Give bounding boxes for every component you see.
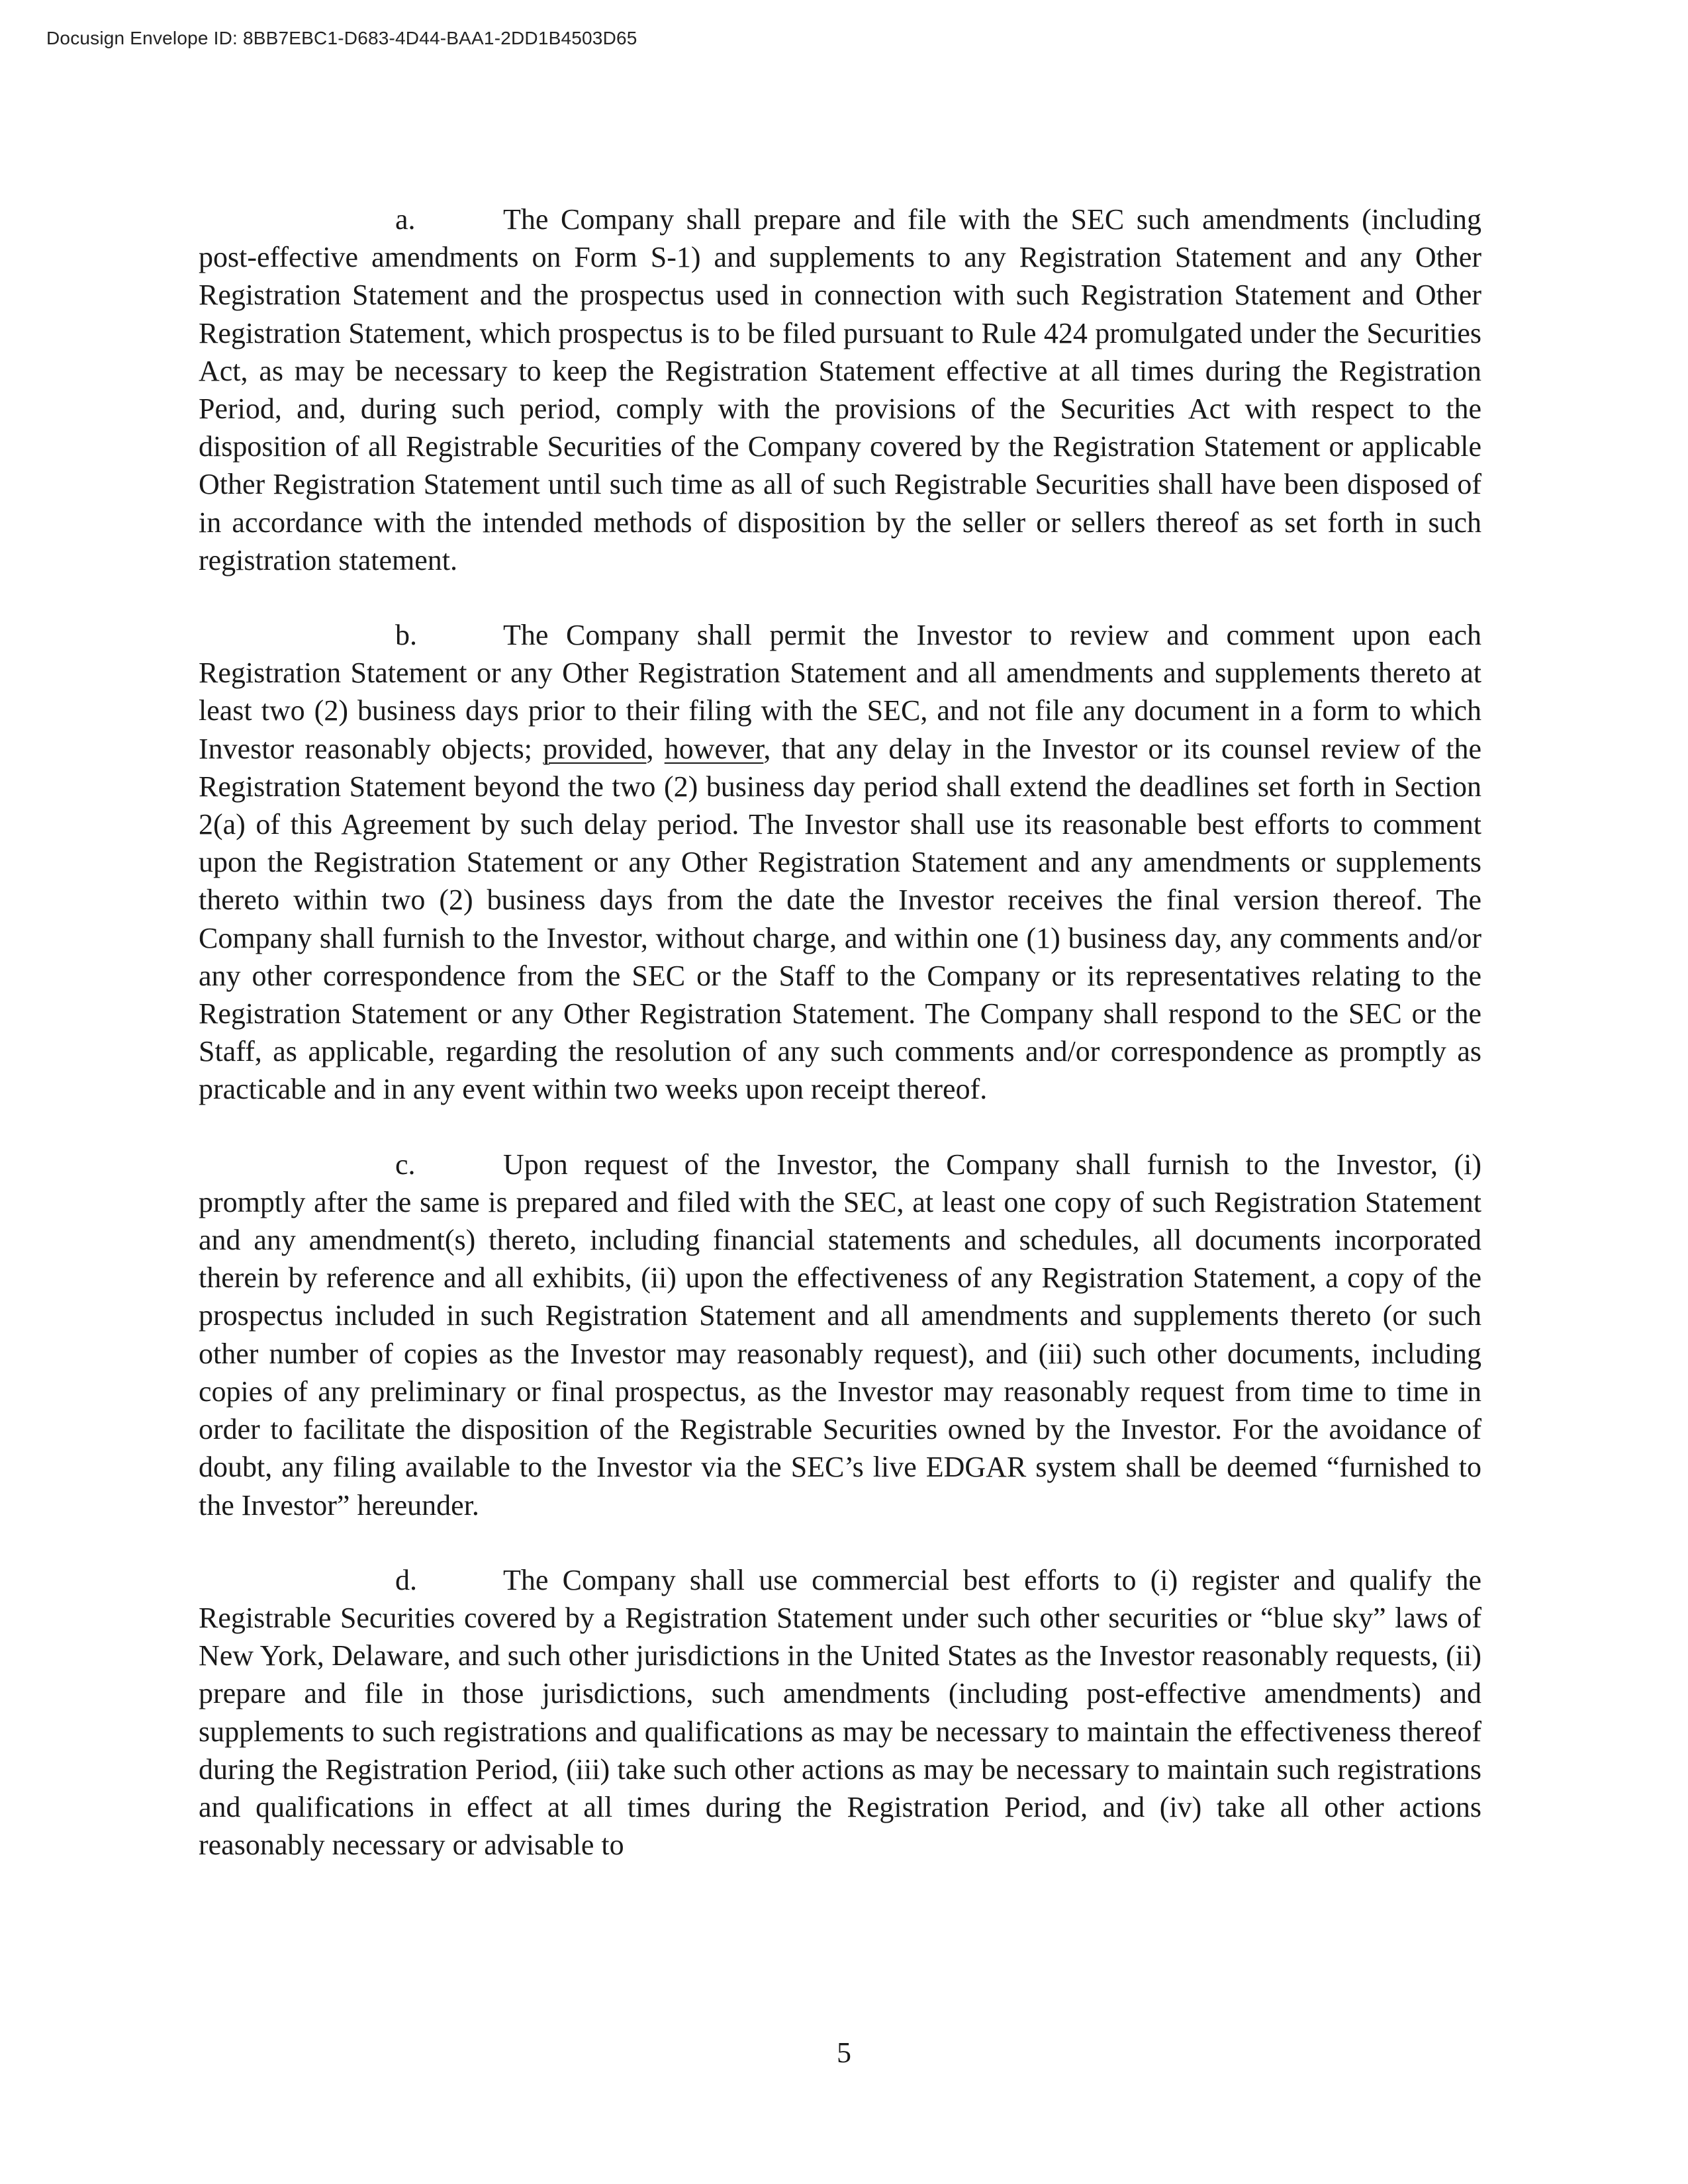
paragraph-b: [199, 616, 1481, 1109]
term-provided: provided: [543, 732, 647, 765]
paragraph-b-label: b.: [395, 619, 417, 652]
paragraph-a: [199, 201, 1481, 579]
paragraph-d-label: d.: [395, 1563, 417, 1596]
paragraph-c-label: c.: [395, 1148, 416, 1181]
paragraph-c-text: Upon request of the Investor, the Company shall furnish to the Investor, (i) promptly after the same is prepared and filed with the SEC, at least one copy of such Registration Statement and any amendment(s) thereto, including financial statements and schedules, all documents incorporated therein by reference and all exhibits, (ii) upon the effectiveness of any Registration Statement, a copy of the prospectus included in such Registration Statement and all amendments and supplements thereto (or such other number of copies as the Investor may reasonably request), and (iii) such other documents, including copies of any preliminary or final prospectus, as the Investor may reasonably request from time to time in order to facilitate the disposition of the Registrable Securities owned by the Investor. For the avoidance of doubt, any filing available to the Investor via the SEC’s live EDGAR system shall be deemed “furnished to the Investor” hereunder.: [199, 1148, 1481, 1522]
paragraph-b-comma: ,: [646, 732, 665, 765]
paragraph-a-label: a.: [395, 203, 416, 236]
paragraph-b-text-after: , that any delay in the Investor or its counsel review of the Registration Statement beyond the two (2) business day period shall extend the deadlines set forth in Section 2(a) of this Agreement by such delay period. The Investor shall use its reasonable best efforts to comment upon the Registration Statement or any Other Registration Statement and any amendments or supplements thereto within two (2) business days from the date the Investor receives the final version thereof. The Company shall furnish to the Investor, without charge, and within one (1) business day, any comments and/or any other correspondence from the SEC or the Staff to the Company or its representatives relating to the Registration Statement or any Other Registration Statement. The Company shall respond to the SEC or the Staff, as applicable, regarding the resolution of any such comments and/or correspondence as promptly as practicable and in any event within two weeks upon receipt thereof.: [199, 732, 1482, 1106]
paragraph-a-text: The Company shall prepare and file with the SEC such amendments (including post-effective amendments on Form S-1) and supplements to any Registration Statement and any Other Registration Statement and the prospectus used in connection with such Registration Statement and Other Registration Statement, which prospectus is to be filed pursuant to Rule 424 promulgated under the Securities Act, as may be necessary to keep the Registration Statement effective at all times during the Registration Period, and, during such period, comply with the provisions of the Securities Act with respect to the disposition of all Registrable Securities of the Company covered by the Registration Statement or applicable Other Registration Statement until such time as all of such Registrable Securities shall have been disposed of in accordance with the intended methods of disposition by the seller or sellers thereof as set forth in such registration statement.: [199, 203, 1481, 576]
term-however: however: [664, 732, 764, 765]
paragraph-c: [199, 1146, 1481, 1524]
document-body: [199, 201, 1481, 1864]
paragraph-b-text-before: The Company shall permit the Investor to review and comment upon each Registration Statement or any Other Registration Statement and all amendments and supplements thereto at least two (2) business days prior to their filing with the SEC, and not file any document in a form to which Investor reasonably objects;: [199, 619, 1481, 765]
paragraph-d: [199, 1561, 1481, 1864]
paragraph-d-text: The Company shall use commercial best efforts to (i) register and qualify the Registrable Securities covered by a Registration Statement under such other securities or “blue sky” laws of New York, Delaware, and such other jurisdictions in the United States as the Investor reasonably requests, (ii) prepare and file in those jurisdictions, such amendments (including post-effective amendments) and supplements to such registrations and qualifications as may be necessary to maintain the effectiveness thereof during the Registration Period, (iii) take such other actions as may be necessary to maintain such registrations and qualifications in effect at all times during the Registration Period, and (iv) take all other actions reasonably necessary or advisable to: [199, 1563, 1481, 1862]
envelope-id-header: Docusign Envelope ID: 8BB7EBC1-D683-4D44-BAA1-2DD1B4503D65: [46, 28, 637, 48]
page-number: 5: [837, 2036, 851, 2069]
